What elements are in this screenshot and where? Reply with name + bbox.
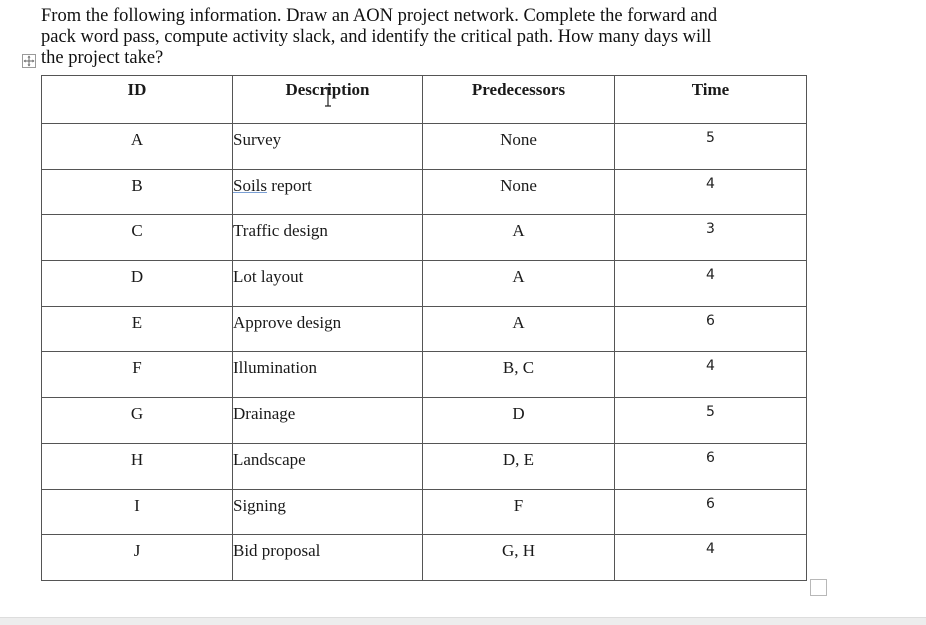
cell-time: 4 [615, 169, 807, 215]
cell-description: Signing [233, 489, 423, 535]
cell-predecessors: F [423, 489, 615, 535]
header-time: Time [615, 76, 807, 124]
question-line-3: the project take? [41, 48, 164, 68]
cell-description: Traffic design [233, 215, 423, 261]
cell-description: Drainage [233, 398, 423, 444]
cell-id: H [42, 443, 233, 489]
cell-time: 3 [615, 215, 807, 261]
table-move-handle-icon[interactable] [22, 54, 36, 68]
cell-id: I [42, 489, 233, 535]
cell-id: B [42, 169, 233, 215]
header-id: ID [42, 76, 233, 124]
table-row [42, 306, 807, 352]
cell-predecessors: None [423, 169, 615, 215]
cell-time: 4 [615, 535, 807, 581]
cell-time: 5 [615, 398, 807, 444]
cell-time: 6 [615, 489, 807, 535]
table-row [42, 169, 807, 215]
description-rest: report [271, 175, 312, 195]
cell-predecessors: A [423, 261, 615, 307]
cell-description: Bid proposal [233, 535, 423, 581]
cell-description: Lot layout [233, 261, 423, 307]
cell-description: Illumination [233, 352, 423, 398]
cell-id: D [42, 261, 233, 307]
cell-time: 5 [615, 124, 807, 170]
spellcheck-word: Soils [233, 175, 268, 195]
cell-predecessors: D, E [423, 443, 615, 489]
cell-id: C [42, 215, 233, 261]
table-row [42, 261, 807, 307]
cell-id: A [42, 124, 233, 170]
question-line-1: From the following information. Draw an AON project network. Complete the forward and [41, 6, 718, 26]
table-row [42, 398, 807, 444]
table-row [42, 215, 807, 261]
cell-id: E [42, 306, 233, 352]
cell-predecessors: A [423, 306, 615, 352]
cell-predecessors: None [423, 124, 615, 170]
header-predecessors: Predecessors [423, 76, 615, 124]
cell-id: J [42, 535, 233, 581]
table-header-row [42, 76, 807, 124]
cell-description: Survey [233, 124, 423, 170]
header-description: Description [233, 76, 423, 124]
cell-time: 6 [615, 443, 807, 489]
table-row [42, 535, 807, 581]
text-cursor-icon [323, 87, 333, 107]
cell-time: 4 [615, 352, 807, 398]
question-text [41, 6, 821, 69]
table-row [42, 443, 807, 489]
cell-id: F [42, 352, 233, 398]
cell-predecessors: G, H [423, 535, 615, 581]
cell-description [233, 169, 423, 215]
table-row [42, 124, 807, 170]
cell-predecessors: D [423, 398, 615, 444]
question-line-2: pack word pass, compute activity slack, and identify the critical path. How many days will [41, 27, 712, 47]
cell-time: 4 [615, 261, 807, 307]
table-row [42, 489, 807, 535]
table-row [42, 352, 807, 398]
activity-table [41, 75, 807, 581]
cell-description: Approve design [233, 306, 423, 352]
cell-description: Landscape [233, 443, 423, 489]
cell-predecessors: A [423, 215, 615, 261]
cell-id: G [42, 398, 233, 444]
table-resize-handle-icon[interactable] [810, 579, 827, 596]
cell-predecessors: B, C [423, 352, 615, 398]
cell-time: 6 [615, 306, 807, 352]
